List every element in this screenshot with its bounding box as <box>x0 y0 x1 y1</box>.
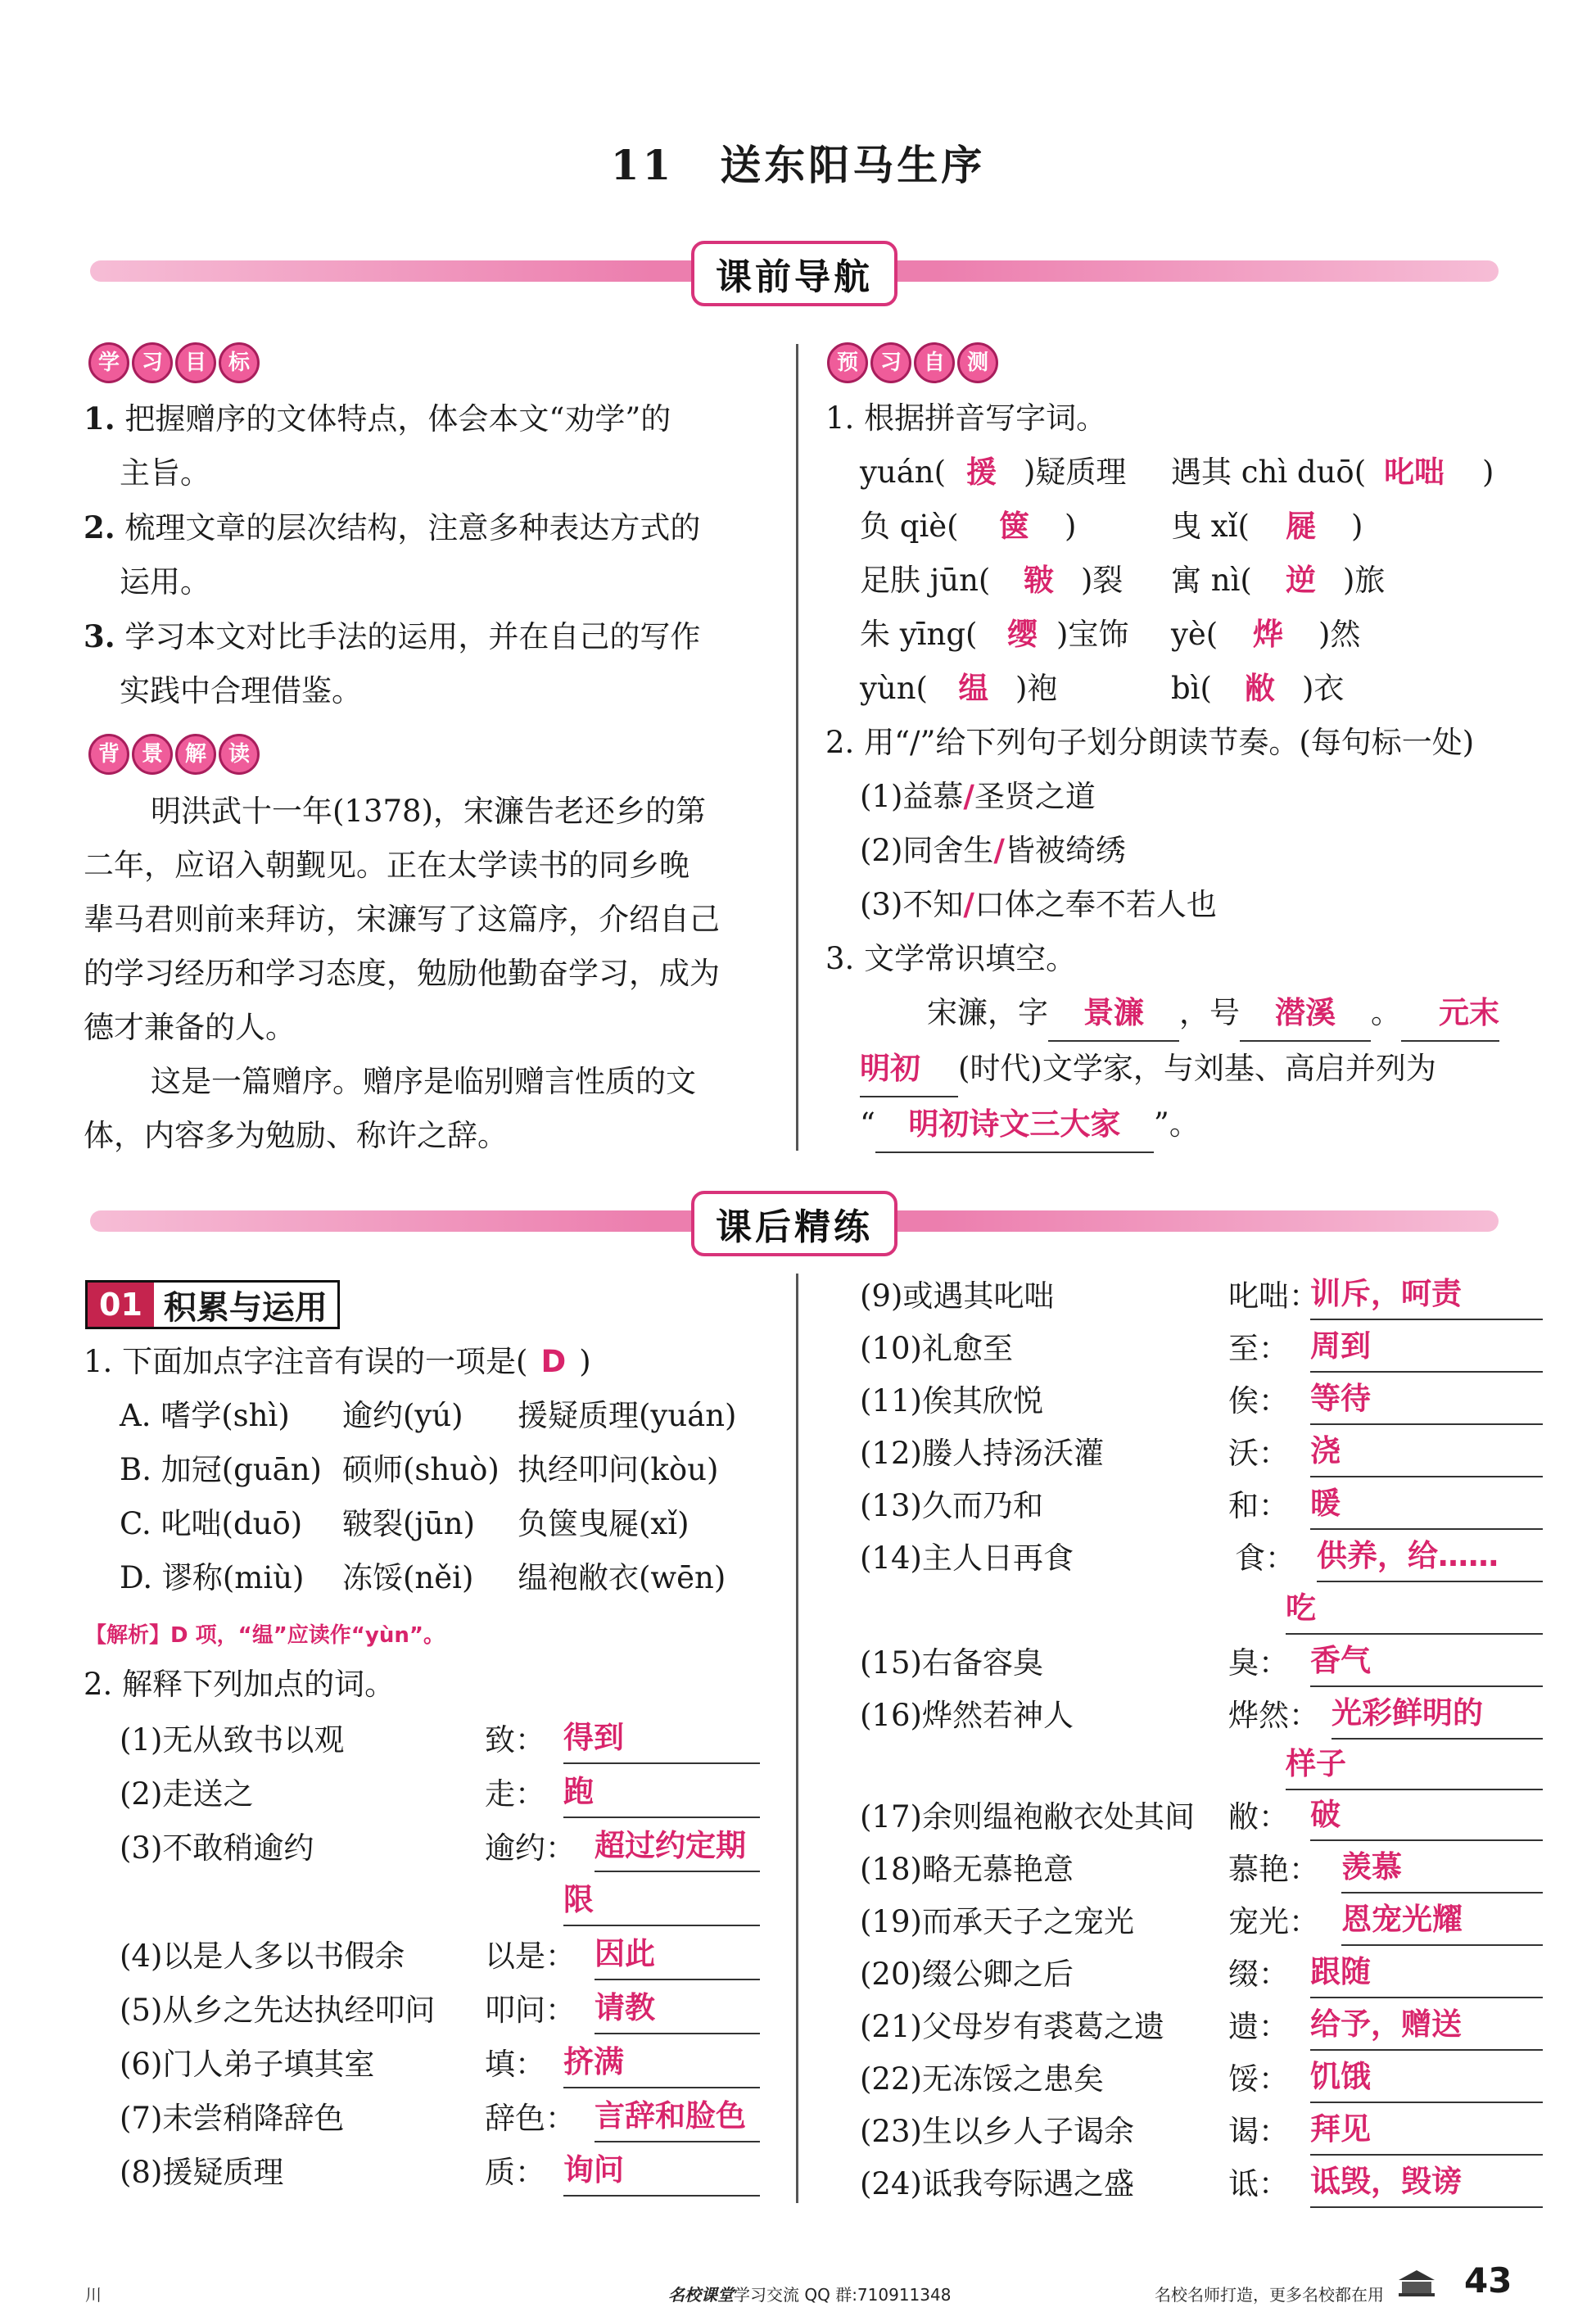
learning-goals: 1. 把握赠序的文体特点，体会本文“劝学”的 主旨。 2. 梳理文章的层次结构，注意多种表达方式的 运用。 3. 学习本文对比手法的运用，并在自己的写作 实践中合理借鉴。 <box>84 391 763 718</box>
question-literature: 3. 文学常识填空。 <box>825 941 1077 976</box>
choice-options <box>120 1389 775 1605</box>
explain-item: (22)无冻馁之患矣 馁： 饥饿 <box>860 2052 1515 2105</box>
explain-item: (20)缀公卿之后 缀： 跟随 <box>860 1948 1515 2000</box>
goal-item: 1. 把握赠序的文体特点，体会本文“劝学”的 <box>84 400 671 437</box>
explain-item: (9)或遇其叱咄 叱咄： 训斥，呵责 <box>860 1269 1515 1322</box>
rhythm-item: (2)同舍生/皆被绮绣 <box>860 833 1126 868</box>
page-number: 43 <box>1464 2260 1512 2301</box>
explain-item: (14)主人日再食 食： 供养，给…… 吃 <box>860 1532 1515 1636</box>
pinyin-row: 足肤 jūn( 皲 )裂 寓 nì( 逆 )旅 <box>860 563 1386 598</box>
background-tag: 背 景 解 读 <box>88 734 260 775</box>
goal-item: 2. 梳理文章的层次结构，注意多种表达方式的 <box>84 509 701 545</box>
question-pinyin: 1. 根据拼音写字词。 <box>825 400 1107 436</box>
banner-pre-class: 课前导航 <box>90 246 1499 296</box>
explain-item: (3)不敢稍逾约 逾约： 超过约定期 限 <box>120 1821 766 1930</box>
explain-item: (11)俟其欣悦 俟： 等待 <box>860 1374 1515 1427</box>
explain-item: (1)无从致书以观 致： 得到 <box>120 1713 766 1767</box>
pinyin-row: yùn( 缊 )袍 bì( 敝 )衣 <box>860 671 1345 706</box>
explain-item: (4)以是人多以书假余 以是： 因此 <box>120 1930 766 1984</box>
explain-question: 2. 解释下列加点的词。 <box>84 1667 396 1702</box>
preview-test-tag: 预 习 自 测 <box>827 342 998 383</box>
explain-list-right <box>860 1269 1515 2210</box>
explain-item: (5)从乡之先达执经叩问 叩问： 请教 <box>120 1984 766 2038</box>
footer-slogan: 名校名师打造，更多名校都在用 <box>1155 2285 1384 2305</box>
choice-question: 1. 下面加点字注音有误的一项是( D ) <box>84 1344 591 1379</box>
option-row: A. 嗜学(shì) 逾约(yú) 援疑质理(yuán) <box>120 1398 737 1433</box>
pinyin-grid <box>860 446 1515 716</box>
literature-answer: 宋濂，字 景濂 ，号 潜溪 。 元末 明初 (时代)文学家，与刘基、高启并列为 “ 明初诗文三大家 ”。 <box>860 986 1515 1153</box>
explain-item: (24)诋我夸际遇之盛 诋： 诋毁，毁谤 <box>860 2157 1515 2210</box>
goal-item: 3. 学习本文对比手法的运用，并在自己的写作 <box>84 618 701 654</box>
rhythm-item: (3)不知/口体之奉不若人也 <box>860 887 1217 922</box>
explain-item: (15)右备容臭 臭： 香气 <box>860 1636 1515 1689</box>
explain-item: (19)而承天子之宠光 宠光： 恩宠光耀 <box>860 1895 1515 1948</box>
explain-item: (17)余则缊袍敝衣处其间 敝： 破 <box>860 1790 1515 1843</box>
learning-goal-tag: 学 习 目 标 <box>88 342 260 383</box>
explain-item: (8)援疑质理 质： 询问 <box>120 2146 766 2200</box>
rhythm-items <box>860 770 1217 932</box>
answer-note: 【解析】D 项，“缊”应读作“yùn”。 <box>85 1623 445 1648</box>
school-logo-icon <box>1395 2269 1438 2298</box>
explain-item: (12)媵人持汤沃灌 沃： 浇 <box>860 1427 1515 1479</box>
explain-item: (2)走送之 走： 跑 <box>120 1767 766 1821</box>
footer-qq: 名校课堂学习交流 QQ 群:710911348 <box>668 2285 952 2305</box>
background-text: 明洪武十一年(1378)，宋濂告老还乡的第 二年，应诏入朝觐见。正在太学读书的同乡晚 辈马君则前来拜访，宋濂写了这篇序，介绍自己 的学习经历和学习态度，勉励他勤奋学习，成为 德才兼备的人。 这是一篇赠序。赠序是临别赠言性质的文 体，内容多为勉励、称许之辞。 <box>84 794 720 1153</box>
explain-item: (18)略无慕艳意 慕艳： 羡慕 <box>860 1843 1515 1895</box>
footer-region: 川 <box>85 2285 102 2305</box>
page-title: 11 送东阳马生序 <box>610 141 986 189</box>
question-rhythm: 2. 用“/”给下列句子划分朗读节奏。(每句标一处) <box>825 725 1475 760</box>
explain-item: (16)烨然若神人 烨然： 光彩鲜明的 样子 <box>860 1689 1515 1790</box>
explain-item: (13)久而乃和 和： 暖 <box>860 1479 1515 1532</box>
option-row: D. 谬称(miù) 冻馁(něi) 缊袍敝衣(wēn) <box>120 1560 726 1595</box>
explain-item: (21)父母岁有裘葛之遗 遗： 给予，赠送 <box>860 2000 1515 2052</box>
pinyin-row: 朱 yīng( 缨 )宝饰 yè( 烨 )然 <box>860 617 1361 652</box>
pinyin-row: yuán( 援 )疑质理 遇其 chì duō( 叱咄 ) <box>860 455 1494 490</box>
explain-item: (23)生以乡人子谒余 谒： 拜见 <box>860 2105 1515 2157</box>
column-divider <box>796 344 798 1151</box>
column-divider <box>796 1274 798 2203</box>
explain-item: (6)门人弟子填其室 填： 挤满 <box>120 2038 766 2092</box>
pinyin-row: 负 qiè( 箧 ) 曳 xǐ( 屣 ) <box>860 509 1363 544</box>
banner-post-class: 课后精练 <box>90 1196 1499 1246</box>
explain-item: (7)未尝稍降辞色 辞色： 言辞和脸色 <box>120 2092 766 2146</box>
section-01-header: 01 积累与运用 <box>85 1280 340 1329</box>
rhythm-item: (1)益慕/圣贤之道 <box>860 779 1096 814</box>
option-row: B. 加冠(guān) 硕师(shuò) 执经叩问(kòu) <box>120 1452 719 1487</box>
explain-item: (10)礼愈至 至： 周到 <box>860 1322 1515 1374</box>
explain-list-left <box>120 1713 766 2200</box>
option-row: C. 叱咄(duō) 皲裂(jūn) 负箧曳屣(xǐ) <box>120 1506 689 1541</box>
